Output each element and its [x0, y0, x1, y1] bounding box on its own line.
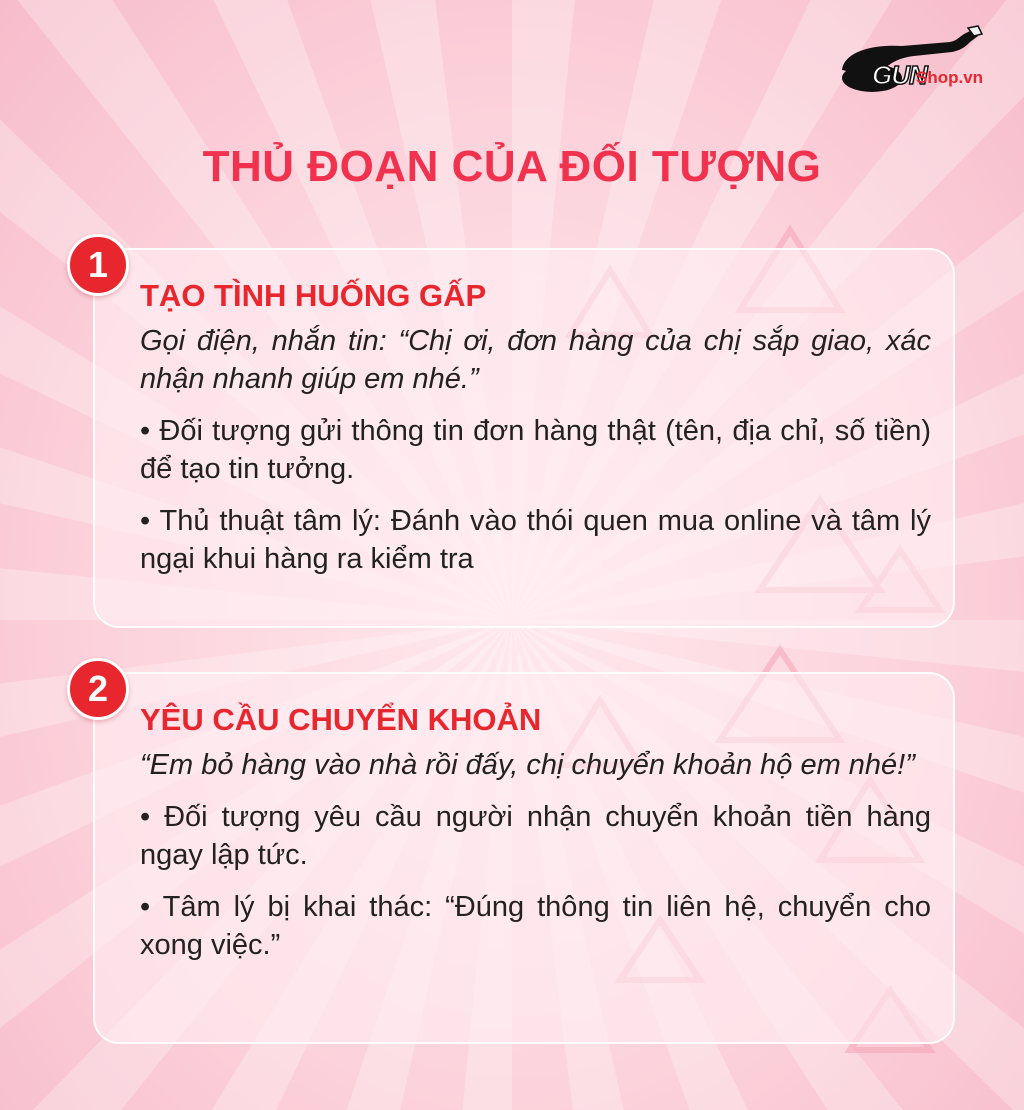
tactic-heading: TẠO TÌNH HUỐNG GẤP: [140, 278, 487, 313]
brand-logo[interactable]: [832, 22, 992, 102]
tactic-bullet: • Đối tượng yêu cầu người nhận chuyển khoản tiền hàng ngay lập tức.: [140, 801, 931, 871]
tactic-quote: Gọi điện, nhắn tin: “Chị ơi, đơn hàng của chị sắp giao, xác nhận nhanh giúp em nhé.”: [140, 325, 931, 395]
logo-site-text: Shop.vn: [916, 68, 984, 87]
step-number-badge: 2: [67, 658, 129, 720]
tactic-bullet: • Đối tượng gửi thông tin đơn hàng thật (tên, địa chỉ, số tiền) để tạo tin tưởng.: [140, 415, 931, 485]
tactic-bullet: • Tâm lý bị khai thác: “Đúng thông tin liên hệ, chuyển cho xong việc.”: [140, 891, 931, 961]
tactic-quote: “Em bỏ hàng vào nhà rồi đấy, chị chuyển khoản hộ em nhé!”: [140, 749, 915, 781]
page-title: THỦ ĐOẠN CỦA ĐỐI TƯỢNG: [202, 142, 822, 191]
tactic-bullet: • Thủ thuật tâm lý: Đánh vào thói quen mua online và tâm lý ngại khui hàng ra kiểm tra: [140, 505, 931, 575]
tactic-heading: YÊU CẦU CHUYỂN KHOẢN: [140, 702, 542, 737]
tactic-card-2: [87, 668, 955, 1044]
step-number-badge: 1: [67, 234, 129, 296]
tactic-card-1: [87, 244, 955, 628]
logo-brand-text: GUN: [872, 60, 927, 90]
